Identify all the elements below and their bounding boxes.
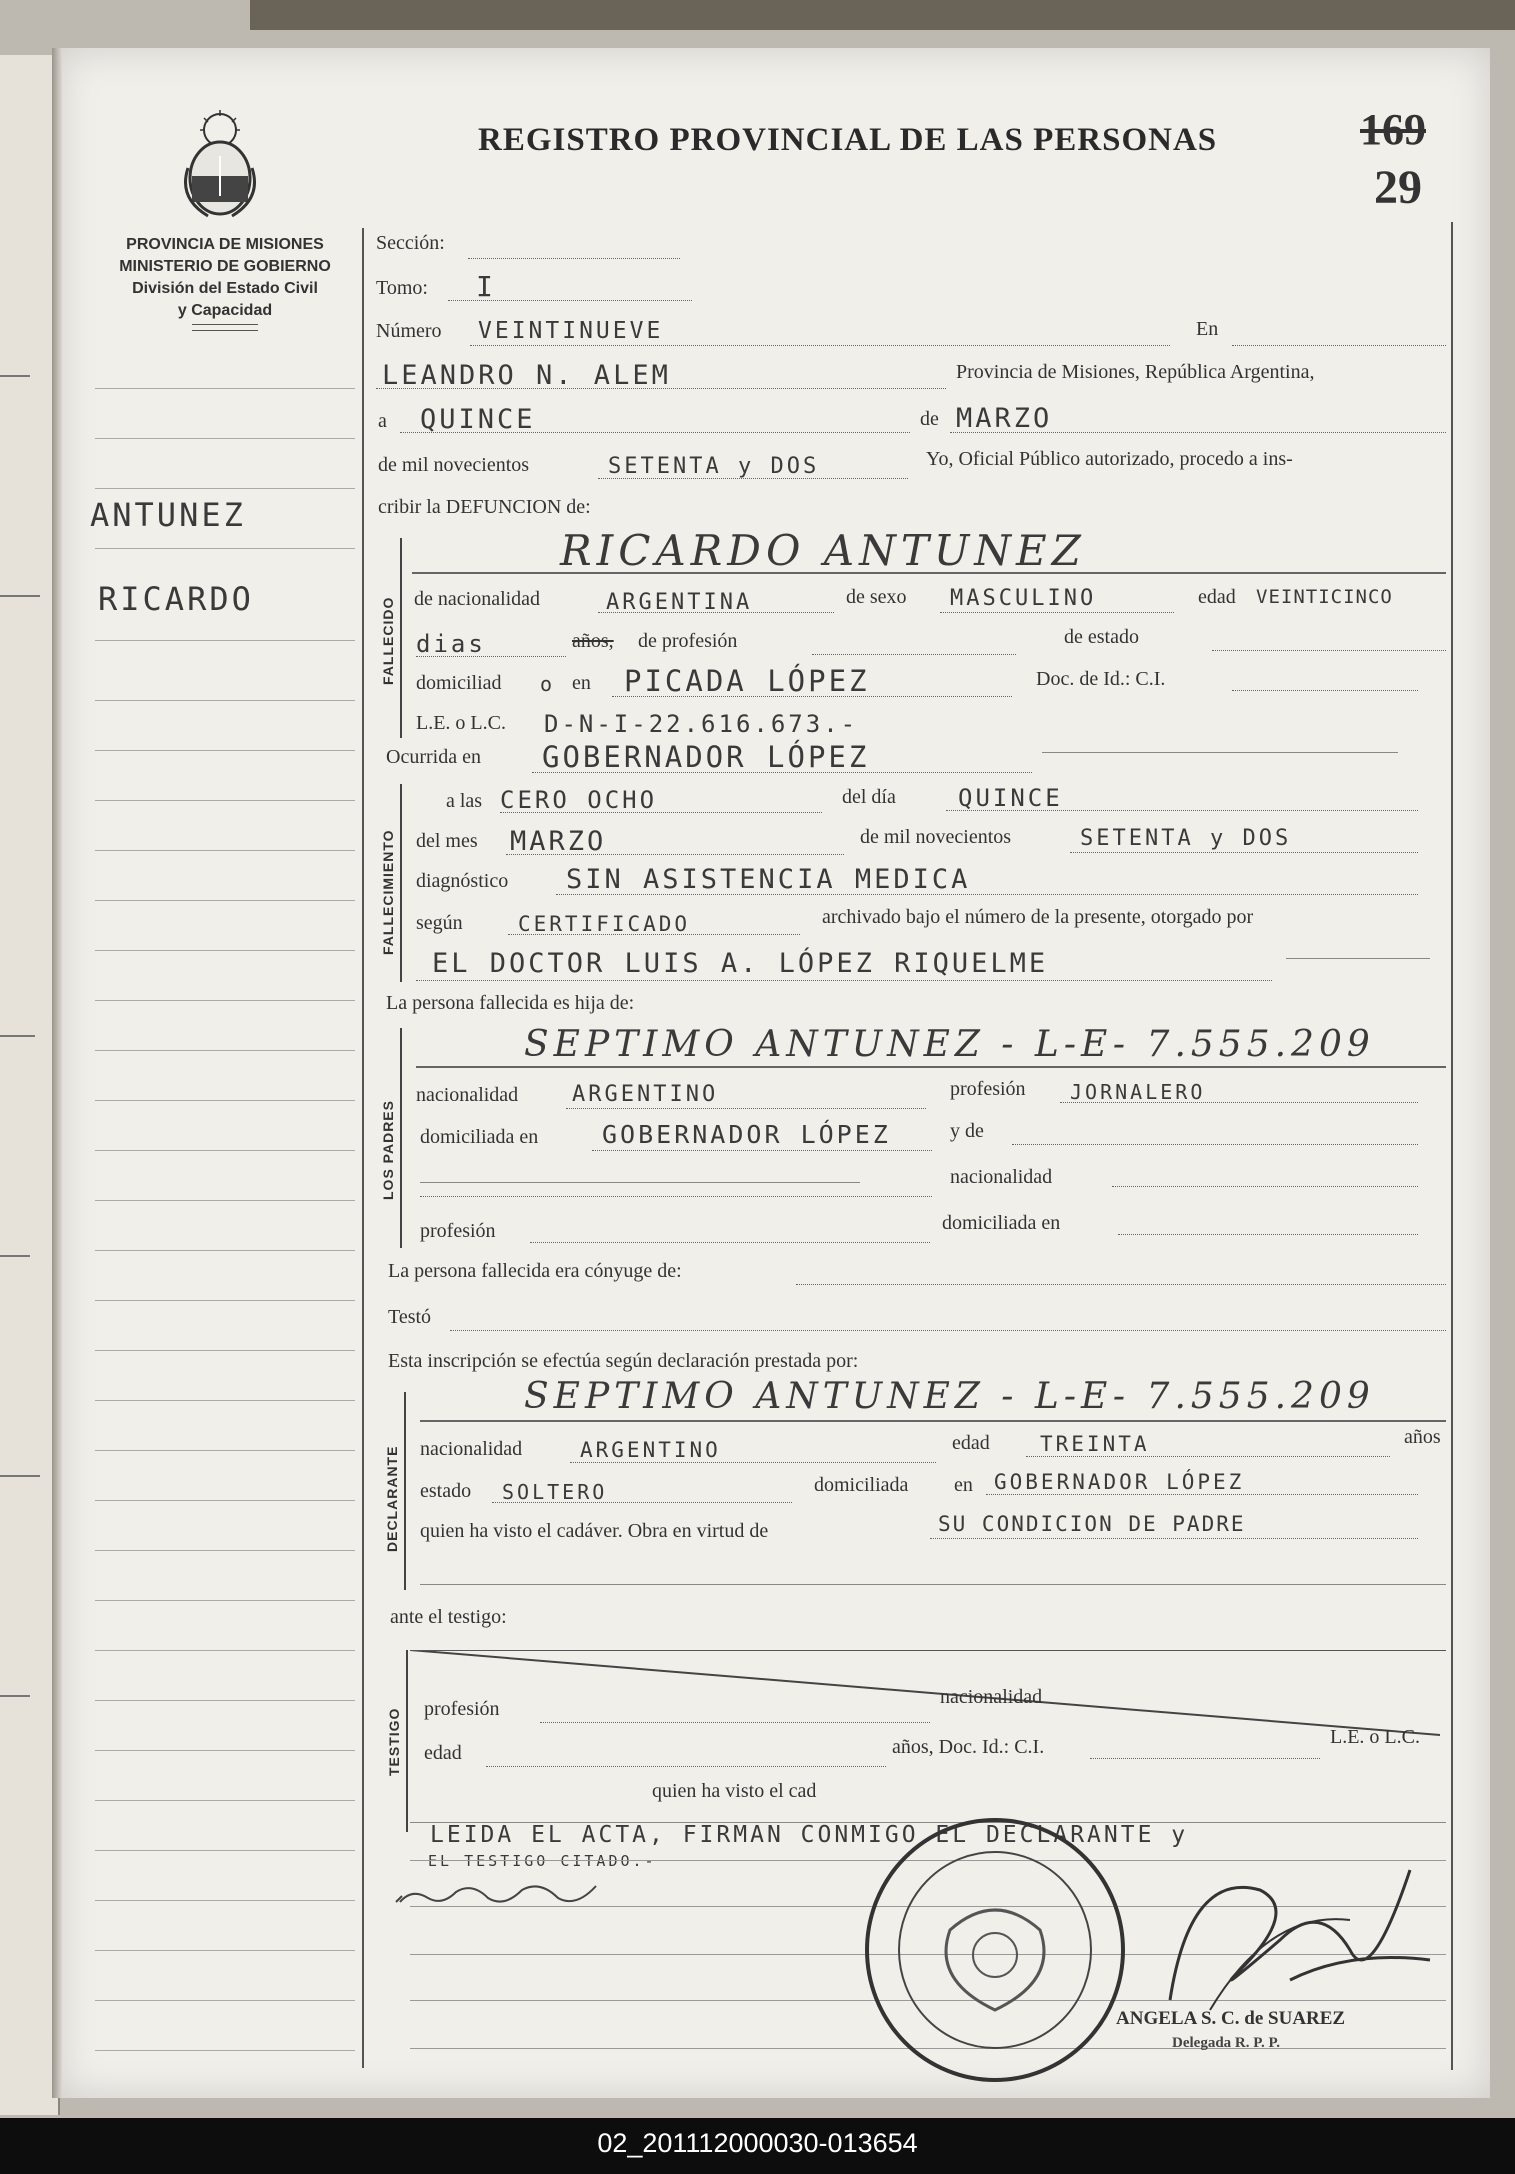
image-caption: 02_201112000030-013654 [597, 2128, 918, 2158]
edad-value: VEINTICINCO [1256, 586, 1393, 608]
diagnostico-value: SIN ASISTENCIA MEDICA [566, 864, 971, 895]
fallecimiento-year-label: de mil novecientos [860, 826, 1012, 848]
testigo-le-label: L.E. o L.C. [1330, 1726, 1420, 1748]
hija-text: La persona fallecida es hija de: [386, 992, 635, 1014]
tomo-value: I [476, 270, 496, 303]
inscribir-text: cribir la DEFUNCION de: [378, 496, 591, 518]
folio-number: 29 [1374, 161, 1422, 214]
declarante-visto-value: SU CONDICION DE PADRE [938, 1512, 1246, 1536]
domicilio-value: PICADA LÓPEZ [624, 664, 870, 698]
de-label: de [920, 408, 939, 430]
fallecido-section-label: FALLECIDO [380, 596, 396, 685]
declarante-nacionalidad-value: ARGENTINO [580, 1438, 721, 1462]
doctor-value: EL DOCTOR LUIS A. LÓPEZ RIQUELME [432, 948, 1049, 979]
tomo-label: Tomo: [376, 277, 428, 299]
officer-title: Delegada R. P. P. [1172, 2035, 1281, 2051]
a-las-value: CERO OCHO [500, 786, 658, 814]
declarante-en-label: en [954, 1474, 973, 1496]
fallecido-nacionalidad-value: ARGENTINA [606, 590, 753, 615]
year-prefix: de mil novecientos [378, 454, 530, 476]
diagnostico-label: diagnóstico [416, 870, 509, 892]
doc-id-label: Doc. de Id.: C.I. [1036, 668, 1166, 690]
margin-surname: ANTUNEZ [90, 496, 246, 534]
domiciliado-label: domiciliad [416, 672, 502, 694]
day-value: QUINCE [420, 404, 536, 435]
father-name: SEPTIMO ANTUNEZ - L-E- 7.555.209 [524, 1024, 1375, 1065]
del-dia-label: del día [842, 786, 896, 808]
fallecimiento-bracket [400, 784, 402, 982]
padres-domiciliada-label: domiciliada en [420, 1126, 539, 1148]
margin-given-name: RICARDO [98, 580, 254, 618]
padres-profesion-value: JORNALERO [1070, 1080, 1206, 1104]
declarante-intro: Esta inscripción se efectúa según declaración prestada por: [388, 1350, 859, 1372]
archivado-text: archivado bajo el número de la presente, otorgado por [822, 906, 1254, 928]
del-dia-value: QUINCE [958, 784, 1063, 812]
padres-bracket [400, 1028, 402, 1248]
year-value: SETENTA y DOS [608, 454, 820, 479]
testigo-anos-doc-label: años, Doc. Id.: C.I. [892, 1736, 1045, 1758]
padres-nacionalidad2-label: nacionalidad [950, 1166, 1053, 1188]
declarante-domiciliada-label: domiciliada [814, 1474, 909, 1496]
le-value: D-N-I-22.616.673.- [544, 710, 859, 738]
fallecido-nacionalidad-label: de nacionalidad [414, 588, 541, 610]
declarante-anos-label: años [1404, 1426, 1441, 1448]
fallecido-en-label: en [572, 672, 591, 694]
del-mes-value: MARZO [510, 826, 607, 857]
ministry-line-province: PROVINCIA DE MISIONES [126, 236, 324, 253]
sexo-value: MASCULINO [950, 586, 1097, 611]
anos-label: años, [572, 630, 614, 652]
closing-line-2: EL TESTIGO CITADO.- [428, 1852, 657, 1870]
old-folio-number: 169 [1360, 105, 1426, 154]
declarante-visto-text: quien ha visto el cadáver. Obra en virtud de [420, 1520, 769, 1542]
testo-label: Testó [388, 1306, 432, 1328]
segun-value: CERTIFICADO [518, 912, 691, 936]
province-text: Provincia de Misiones, República Argentina, [956, 361, 1315, 383]
numero-value: VEINTINUEVE [478, 318, 664, 344]
ocurrida-value: GOBERNADOR LÓPEZ [542, 740, 870, 774]
padres-domiciliada2-label: domiciliada en [942, 1212, 1061, 1234]
segun-label: según [416, 912, 463, 934]
sexo-label: de sexo [846, 586, 907, 608]
estado-label: de estado [1064, 626, 1139, 648]
ministry-line-division: División del Estado Civil [132, 280, 318, 297]
declarante-edad-label: edad [952, 1432, 990, 1454]
declarante-name: SEPTIMO ANTUNEZ - L-E- 7.555.209 [524, 1376, 1375, 1417]
fallecido-bracket [400, 538, 402, 738]
declarante-edad-value: TREINTA [1040, 1432, 1150, 1456]
fallecimiento-section-label: FALLECIMIENTO [380, 829, 396, 955]
del-mes-label: del mes [416, 830, 478, 852]
padres-nacionalidad-label: nacionalidad [416, 1084, 519, 1106]
numero-label: Número [376, 320, 442, 342]
book-binding [250, 0, 1515, 30]
conyuge-label: La persona fallecida era cónyuge de: [388, 1260, 682, 1282]
month-value: MARZO [956, 403, 1053, 434]
declarante-nacionalidad-label: nacionalidad [420, 1438, 523, 1460]
a-las-label: a las [446, 790, 483, 812]
declarante-section-label: DECLARANTE [384, 1445, 400, 1552]
official-seal-stamp [858, 1810, 1133, 2085]
official-text: Yo, Oficial Público autorizado, procedo a ins- [926, 448, 1293, 470]
previous-page-edge [0, 55, 60, 2115]
testigo-strike-line [410, 1650, 1450, 1740]
ministry-line-ministry: MINISTERIO DE GOBIERNO [119, 258, 331, 275]
edad-label: edad [1198, 586, 1236, 608]
padres-section-label: LOS PADRES [380, 1100, 396, 1200]
place-value: LEANDRO N. ALEM [382, 360, 671, 391]
padres-profesion-label: profesión [950, 1078, 1026, 1100]
book-spine [52, 48, 62, 2098]
seccion-label: Sección: [376, 232, 445, 254]
y-de-label: y de [950, 1120, 984, 1142]
ante-testigo-text: ante el testigo: [390, 1606, 507, 1628]
deceased-name: RICARDO ANTUNEZ [560, 526, 1086, 575]
declarante-domicilio-value: GOBERNADOR LÓPEZ [994, 1470, 1245, 1494]
officer-signature [1150, 1830, 1450, 2030]
declarante-bracket [404, 1392, 406, 1590]
ocurrida-label: Ocurrida en [386, 746, 481, 768]
fallecimiento-year-value: SETENTA y DOS [1080, 826, 1292, 851]
ministry-underline [192, 324, 258, 331]
form-left-border [362, 228, 364, 2068]
testigo-edad-label: edad [424, 1742, 462, 1764]
officer-name: ANGELA S. C. de SUAREZ [1116, 2008, 1346, 2029]
declarante-estado-label: estado [420, 1480, 472, 1502]
testigo-nacionalidad-label: nacionalidad [940, 1686, 1043, 1708]
testigo-section-label: TESTIGO [386, 1707, 402, 1776]
declarant-signature [392, 1868, 632, 1918]
closing-line-1: LEIDA EL ACTA, FIRMAN CONMIGO EL DECLARANTE y [430, 1822, 1189, 1848]
padres-domicilio-value: GOBERNADOR LÓPEZ [602, 1120, 891, 1149]
le-label: L.E. o L.C. [416, 712, 506, 734]
ministry-line-capacity: y Capacidad [177, 302, 273, 319]
domiciliado-suffix: o [540, 672, 556, 696]
form-right-border [1451, 222, 1453, 2070]
en-label: En [1196, 318, 1219, 340]
testigo-profesion-label: profesión [424, 1698, 500, 1720]
testigo-bracket [406, 1650, 408, 1832]
padres-nacionalidad-value: ARGENTINO [572, 1082, 719, 1107]
profesion-label: de profesión [638, 630, 738, 652]
coat-of-arms-icon [178, 108, 263, 223]
registry-title: REGISTRO PROVINCIAL DE LAS PERSONAS [478, 122, 1218, 158]
testigo-visto-text: quien ha visto el cad [652, 1780, 817, 1802]
dias-value: dias [416, 630, 486, 658]
padres-profesion2-label: profesión [420, 1220, 496, 1242]
a-label: a [378, 410, 387, 432]
declarante-estado-value: SOLTERO [502, 1480, 608, 1504]
ministry-block [90, 234, 360, 331]
